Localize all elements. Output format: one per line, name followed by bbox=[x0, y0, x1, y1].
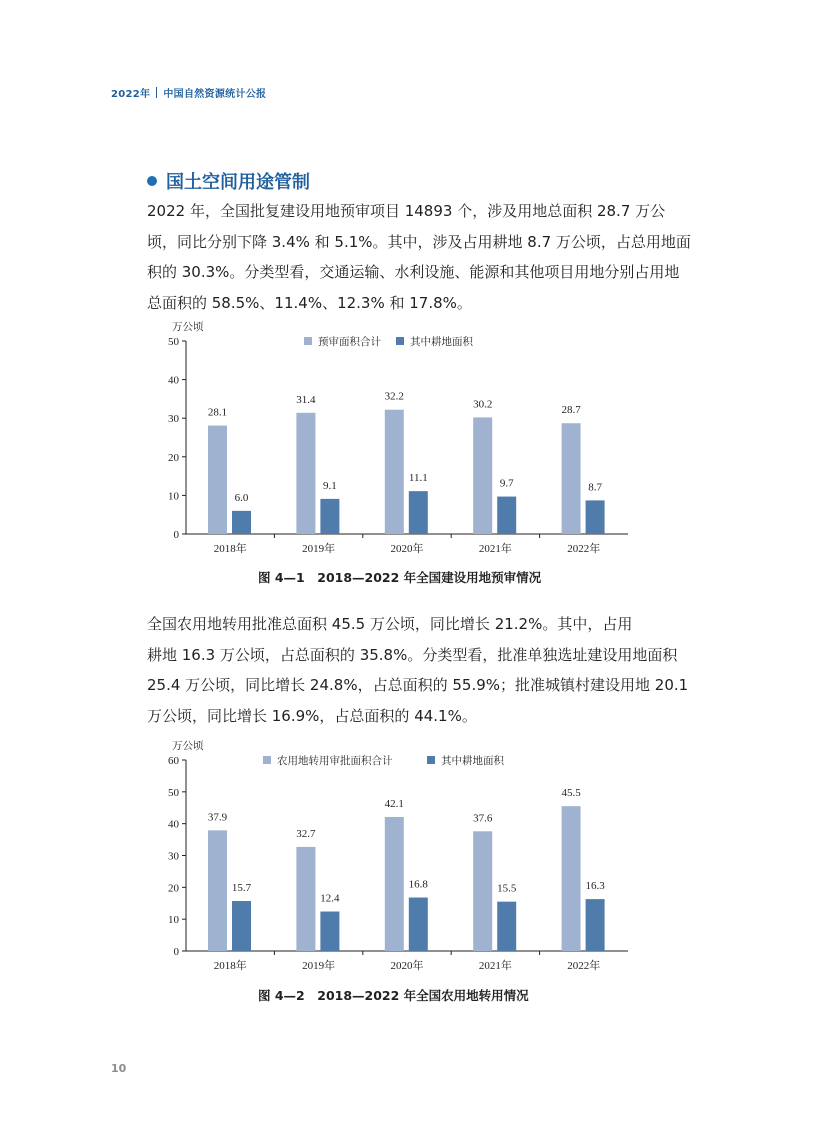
data-label: 32.7 bbox=[296, 827, 316, 840]
legend-label: 预审面积合计 bbox=[318, 336, 381, 348]
data-label: 16.3 bbox=[585, 880, 605, 893]
data-label: 42.1 bbox=[384, 797, 404, 810]
x-tick-label: 2019年 bbox=[302, 960, 336, 972]
page-number: 10 bbox=[111, 1062, 127, 1075]
header-title: 中国自然资源统计公报 bbox=[163, 89, 267, 100]
data-label: 45.5 bbox=[561, 787, 581, 800]
bar bbox=[562, 806, 581, 951]
data-label: 37.9 bbox=[207, 811, 228, 824]
bar bbox=[385, 817, 404, 951]
paragraph-line: 积的 30.3%。分类型看，交通运输、水利设施、能源和其他项目用地分别占用地 bbox=[147, 263, 680, 281]
paragraph-line: 顷，同比分别下降 3.4% 和 5.1%。其中，涉及占用耕地 8.7 万公顷，占总用地面 bbox=[147, 232, 691, 251]
y-tick-label: 40 bbox=[168, 374, 179, 387]
data-label: 28.7 bbox=[561, 404, 581, 417]
y-axis-unit-label: 万公顷 bbox=[172, 321, 204, 333]
bar bbox=[208, 830, 227, 951]
data-label: 8.7 bbox=[588, 481, 602, 494]
data-label: 9.7 bbox=[499, 477, 514, 490]
data-label: 28.1 bbox=[207, 406, 228, 419]
x-tick-label: 2020年 bbox=[390, 960, 424, 972]
x-tick-label: 2019年 bbox=[302, 543, 336, 555]
data-label: 30.2 bbox=[473, 398, 493, 411]
header-year: 2022年 bbox=[111, 89, 151, 100]
x-tick-label: 2022年 bbox=[567, 543, 601, 555]
data-label: 6.0 bbox=[234, 491, 249, 504]
data-label: 15.7 bbox=[231, 882, 252, 895]
bar bbox=[296, 847, 315, 951]
y-tick-label: 30 bbox=[168, 850, 179, 863]
data-label: 15.5 bbox=[497, 882, 517, 895]
bar bbox=[232, 901, 251, 951]
x-tick-label: 2018年 bbox=[213, 543, 247, 555]
data-label: 31.4 bbox=[296, 393, 316, 406]
y-tick-label: 20 bbox=[168, 882, 179, 895]
data-label: 32.2 bbox=[384, 390, 404, 403]
bar bbox=[320, 912, 339, 951]
x-tick-label: 2022年 bbox=[567, 960, 601, 972]
data-label: 9.1 bbox=[323, 479, 337, 492]
paragraph-line: 全国农用地转用批准总面积 45.5 万公顷，同比增长 21.2%。其中，占用 bbox=[147, 615, 633, 633]
figure-caption-2: 图 4—2 2018—2022 年全国农用地转用情况 bbox=[258, 988, 529, 1003]
data-label: 12.4 bbox=[320, 892, 340, 905]
y-tick-label: 60 bbox=[168, 755, 179, 767]
paragraph-line: 耕地 16.3 万公顷，占总面积的 35.8%。分类型看，批准单独选址建设用地面积 bbox=[147, 645, 678, 664]
data-label: 11.1 bbox=[408, 472, 428, 485]
y-tick-label: 10 bbox=[168, 490, 179, 503]
bar bbox=[586, 899, 605, 951]
legend-label: 农用地转用审批面积合计 bbox=[277, 755, 393, 767]
y-tick-label: 30 bbox=[168, 413, 179, 426]
y-tick-label: 50 bbox=[168, 336, 179, 348]
legend-label: 其中耕地面积 bbox=[441, 755, 504, 767]
legend-swatch bbox=[263, 756, 271, 764]
bar bbox=[473, 831, 492, 951]
paragraph-line: 2022 年，全国批复建设用地预审项目 14893 个，涉及用地总面积 28.7 万公 bbox=[147, 202, 666, 220]
bar bbox=[409, 898, 428, 951]
y-tick-label: 20 bbox=[168, 451, 179, 464]
x-tick-label: 2020年 bbox=[390, 543, 424, 555]
x-tick-label: 2018年 bbox=[213, 960, 247, 972]
legend-label: 其中耕地面积 bbox=[410, 336, 473, 348]
y-tick-label: 10 bbox=[168, 914, 179, 927]
data-label: 37.6 bbox=[473, 812, 493, 825]
paragraph-line: 万公顷，同比增长 16.9%，占总面积的 44.1%。 bbox=[147, 706, 477, 725]
bar bbox=[497, 902, 516, 951]
paragraph-line: 总面积的 58.5%、11.4%、12.3% 和 17.8%。 bbox=[147, 293, 472, 312]
data-label: 16.8 bbox=[408, 878, 428, 891]
x-tick-label: 2021年 bbox=[478, 960, 512, 972]
paragraph-line: 25.4 万公顷，同比增长 24.8%，占总面积的 55.9%；批准城镇村建设用地 20.1 bbox=[147, 676, 689, 694]
y-axis-unit-label: 万公顷 bbox=[172, 740, 204, 752]
section-title-text: 国土空间用途管制 bbox=[166, 172, 310, 193]
figure-caption-1: 图 4—1 2018—2022 年全国建设用地预审情况 bbox=[258, 570, 542, 585]
y-tick-label: 40 bbox=[168, 818, 179, 831]
y-tick-label: 0 bbox=[173, 529, 179, 541]
y-tick-label: 50 bbox=[168, 786, 179, 799]
x-tick-label: 2021年 bbox=[478, 543, 512, 555]
legend-swatch bbox=[427, 756, 435, 764]
y-tick-label: 0 bbox=[173, 946, 179, 958]
